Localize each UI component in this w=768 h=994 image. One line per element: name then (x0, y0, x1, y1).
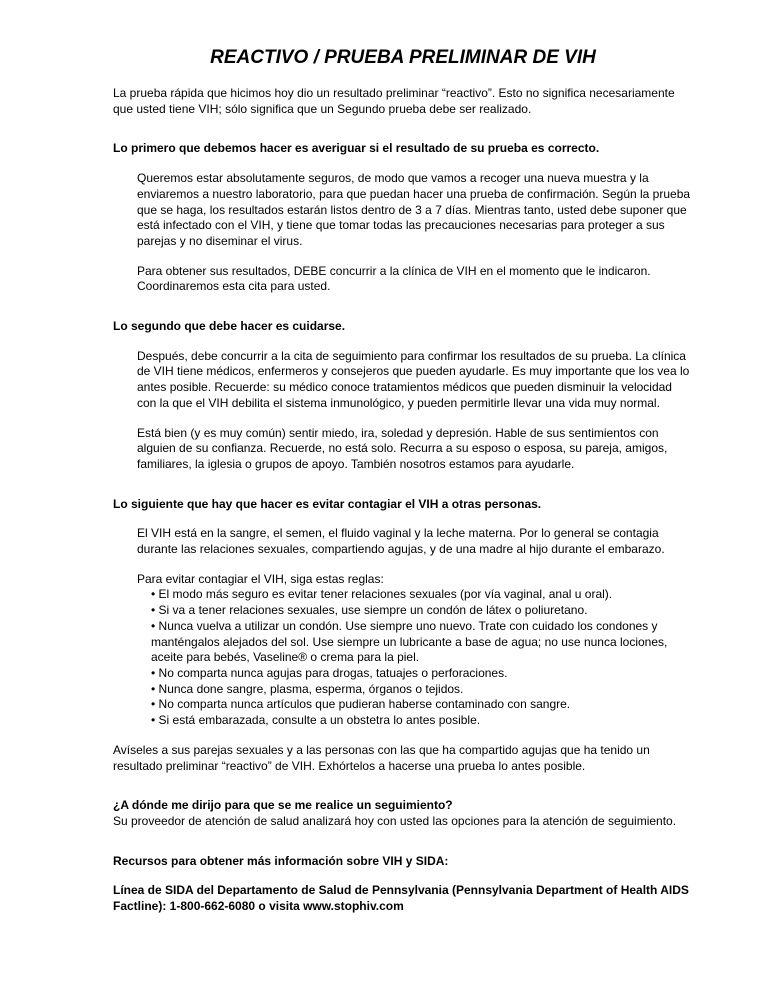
rule-item-condom: • Si va a tener relaciones sexuales, use siempre un condón de látex o poliuretano. (151, 603, 693, 619)
paragraph-followup-answer: Su proveedor de atención de salud analizará hoy con usted las opciones para la atención de seguimiento. (113, 813, 677, 828)
paragraph-followup-clinic: Después, debe concurrir a la cita de seguimiento para confirmar los resultados de su prueba. La clínica de VIH tiene médicos, enfermeros y consejeros que pueden ayudarle. Es muy importante que los vea lo antes posible. Recuerde: su médico conoce tratamientos médicos que pueden disminuir la velocidad con la que el VIH debilita el sistema inmunológico, y pueden permitirle llevar una vida muy normal. (137, 348, 690, 410)
paragraph-aids-factline: Línea de SIDA del Departamento de Salud de Pennsylvania (Pennsylvania Department of Health AIDS Factline): 1-800-662-6080 o visita www.stophiv.com (113, 883, 689, 914)
heading-second-step: Lo segundo que debe hacer es cuidarse. (113, 319, 346, 334)
heading-followup-question: ¿A dónde me dirijo para que se me realice un seguimiento? (113, 798, 453, 813)
paragraph-notify-partners: Avíseles a sus parejas sexuales y a las personas con las que ha compartido agujas que ha tenido un resultado preliminar “reactivo” de VIH. Exhórtelos a hacerse una prueba lo antes posible. (113, 742, 650, 773)
document-title: REACTIVO / PRUEBA PRELIMINAR DE VIH (210, 47, 596, 68)
rule-item-pregnancy: • Si está embarazada, consulte a un obstetra lo antes posible. (151, 713, 693, 729)
paragraph-get-results: Para obtener sus resultados, DEBE concurrir a la clínica de VIH en el momento que le indicaron. Coordinaremos esta cita para usted. (137, 263, 651, 294)
rules-list (137, 572, 693, 729)
intro-paragraph: La prueba rápida que hicimos hoy dio un resultado preliminar “reactivo”. Esto no significa necesariamente que usted tiene VIH; sólo significa que un Segundo prueba debe ser realizado. (113, 86, 675, 116)
heading-resources: Recursos para obtener más información sobre VIH y SIDA: (113, 853, 449, 868)
paragraph-emotional-support: Está bien (y es muy común) sentir miedo, ira, soledad y depresión. Hable de sus sentimientos con alguien de su confianza. Recuerde, no está solo. Recurra a su esposo o esposa, su pareja, amigos, familiares, la iglesia o grupos de apoyo. También nosotros estamos para ayudarle. (137, 425, 668, 471)
paragraph-hiv-transmission: El VIH está en la sangre, el semen, el fluido vaginal y la leche materna. Por lo general se contagia durante las relaciones sexuales, compartiendo agujas, y de una madre al hijo durante el embarazo. (137, 526, 665, 557)
rules-intro: Para evitar contagiar el VIH, siga estas reglas: (137, 571, 384, 586)
rule-item-new-condom-lubricant: • Nunca vuelva a utilizar un condón. Use siempre uno nuevo. Trate con cuidado los condones y manténgalos alejados del sol. Use siempre un lubricante a base de agua; no use nunca lociones, aceite para bebés, Vaseline® o crema para la piel. (151, 619, 693, 666)
rule-item-contaminated-items: • No comparta nunca artículos que pudieran haberse contaminado con sangre. (151, 697, 693, 713)
rule-item-needles: • No comparta nunca agujas para drogas, tatuajes o perforaciones. (151, 666, 693, 682)
heading-first-step: Lo primero que debemos hacer es averiguar si el resultado de su prueba es correcto. (113, 141, 600, 156)
rule-item-donations: • Nunca done sangre, plasma, esperma, órganos o tejidos. (151, 682, 693, 698)
heading-third-step: Lo siguiente que hay que hacer es evitar contagiar el VIH a otras personas. (113, 496, 542, 511)
rule-item-abstinence: • El modo más seguro es evitar tener relaciones sexuales (por vía vaginal, anal u oral). (151, 587, 693, 603)
paragraph-confirmation-test: Queremos estar absolutamente seguros, de modo que vamos a recoger una nueva muestra y la enviaremos a nuestro laboratorio, para que puedan hacer una prueba de confirmación. Según la prueba que se haga, los resultados estarán listos dentro de 3 a 7 días. Mientras tanto, usted debe suponer que está infectado con el VIH, y tiene que tomar todas las precauciones necesarias para proteger a sus parejas y no diseminar el virus. (137, 171, 691, 248)
